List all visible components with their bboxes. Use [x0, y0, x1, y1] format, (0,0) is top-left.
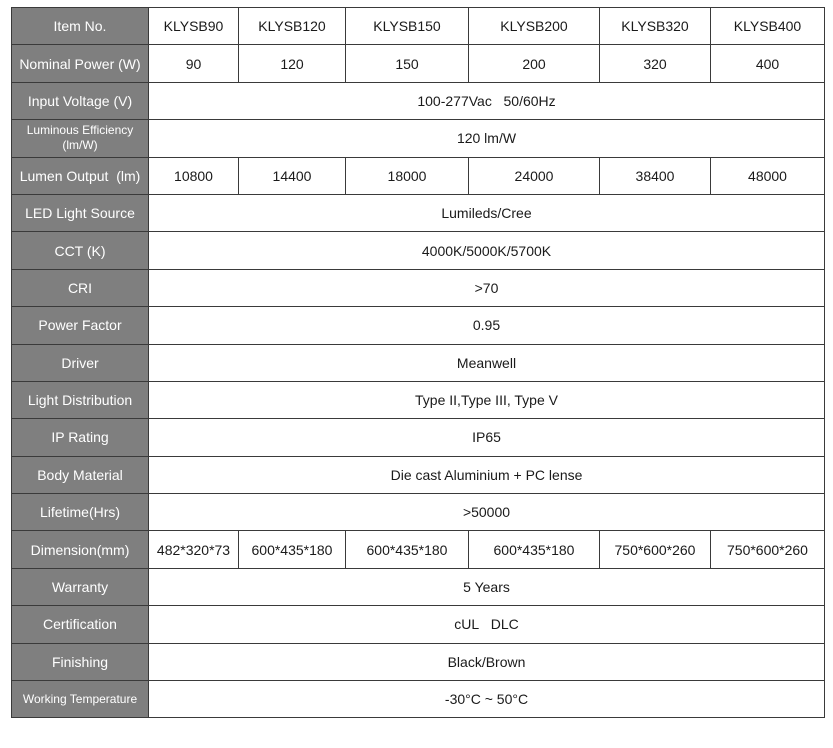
label-working-temperature: Working Temperature — [12, 681, 149, 718]
cell-lumen-output: 38400 — [600, 157, 711, 194]
row-body-material — [12, 456, 825, 493]
cell-model: KLYSB400 — [711, 8, 825, 45]
row-light-distribution — [12, 381, 825, 418]
label-led-light-source: LED Light Source — [12, 194, 149, 231]
cell-certification: cUL DLC — [149, 606, 825, 643]
cell-dimension: 750*600*260 — [711, 531, 825, 568]
row-finishing — [12, 643, 825, 680]
cell-ip-rating: IP65 — [149, 419, 825, 456]
cell-dimension: 600*435*180 — [239, 531, 346, 568]
cell-warranty: 5 Years — [149, 568, 825, 605]
label-driver: Driver — [12, 344, 149, 381]
label-nominal-power: Nominal Power (W) — [12, 45, 149, 82]
cell-finishing: Black/Brown — [149, 643, 825, 680]
row-warranty — [12, 568, 825, 605]
row-cri — [12, 269, 825, 306]
row-luminous-efficiency — [12, 120, 825, 157]
label-cri: CRI — [12, 269, 149, 306]
cell-body-material: Die cast Aluminium + PC lense — [149, 456, 825, 493]
row-nominal-power — [12, 45, 825, 82]
cell-driver: Meanwell — [149, 344, 825, 381]
cell-dimension: 482*320*73 — [149, 531, 239, 568]
cell-nominal-power: 320 — [600, 45, 711, 82]
row-dimension — [12, 531, 825, 568]
cell-nominal-power: 90 — [149, 45, 239, 82]
cell-dimension: 750*600*260 — [600, 531, 711, 568]
row-lumen-output — [12, 157, 825, 194]
cell-lumen-output: 24000 — [469, 157, 600, 194]
cell-input-voltage: 100-277Vac 50/60Hz — [149, 82, 825, 119]
cell-model: KLYSB320 — [600, 8, 711, 45]
label-certification: Certification — [12, 606, 149, 643]
label-light-distribution: Light Distribution — [12, 381, 149, 418]
row-item-no — [12, 8, 825, 45]
row-working-temperature — [12, 681, 825, 718]
row-driver — [12, 344, 825, 381]
label-input-voltage: Input Voltage (V) — [12, 82, 149, 119]
label-item-no: Item No. — [12, 8, 149, 45]
cell-cri: >70 — [149, 269, 825, 306]
cell-cct: 4000K/5000K/5700K — [149, 232, 825, 269]
cell-nominal-power: 200 — [469, 45, 600, 82]
cell-working-temperature: -30°C ~ 50°C — [149, 681, 825, 718]
row-power-factor — [12, 307, 825, 344]
cell-led-light-source: Lumileds/Cree — [149, 194, 825, 231]
label-lifetime: Lifetime(Hrs) — [12, 494, 149, 531]
label-body-material: Body Material — [12, 456, 149, 493]
cell-nominal-power: 150 — [346, 45, 469, 82]
label-lumen-output: Lumen Output (lm) — [12, 157, 149, 194]
cell-dimension: 600*435*180 — [469, 531, 600, 568]
cell-lumen-output: 18000 — [346, 157, 469, 194]
cell-lifetime: >50000 — [149, 494, 825, 531]
label-ip-rating: IP Rating — [12, 419, 149, 456]
cell-nominal-power: 120 — [239, 45, 346, 82]
label-cct: CCT (K) — [12, 232, 149, 269]
label-dimension: Dimension(mm) — [12, 531, 149, 568]
row-lifetime — [12, 494, 825, 531]
label-luminous-efficiency: Luminous Efficiency (lm/W) — [12, 120, 149, 157]
row-input-voltage — [12, 82, 825, 119]
spec-table — [11, 7, 825, 718]
label-finishing: Finishing — [12, 643, 149, 680]
label-power-factor: Power Factor — [12, 307, 149, 344]
cell-lumen-output: 48000 — [711, 157, 825, 194]
row-ip-rating — [12, 419, 825, 456]
cell-model: KLYSB90 — [149, 8, 239, 45]
cell-dimension: 600*435*180 — [346, 531, 469, 568]
row-certification — [12, 606, 825, 643]
cell-nominal-power: 400 — [711, 45, 825, 82]
cell-model: KLYSB200 — [469, 8, 600, 45]
cell-lumen-output: 14400 — [239, 157, 346, 194]
cell-power-factor: 0.95 — [149, 307, 825, 344]
cell-light-distribution: Type II,Type III, Type V — [149, 381, 825, 418]
cell-model: KLYSB150 — [346, 8, 469, 45]
cell-lumen-output: 10800 — [149, 157, 239, 194]
row-cct — [12, 232, 825, 269]
label-warranty: Warranty — [12, 568, 149, 605]
cell-model: KLYSB120 — [239, 8, 346, 45]
cell-luminous-efficiency: 120 lm/W — [149, 120, 825, 157]
row-led-light-source — [12, 194, 825, 231]
